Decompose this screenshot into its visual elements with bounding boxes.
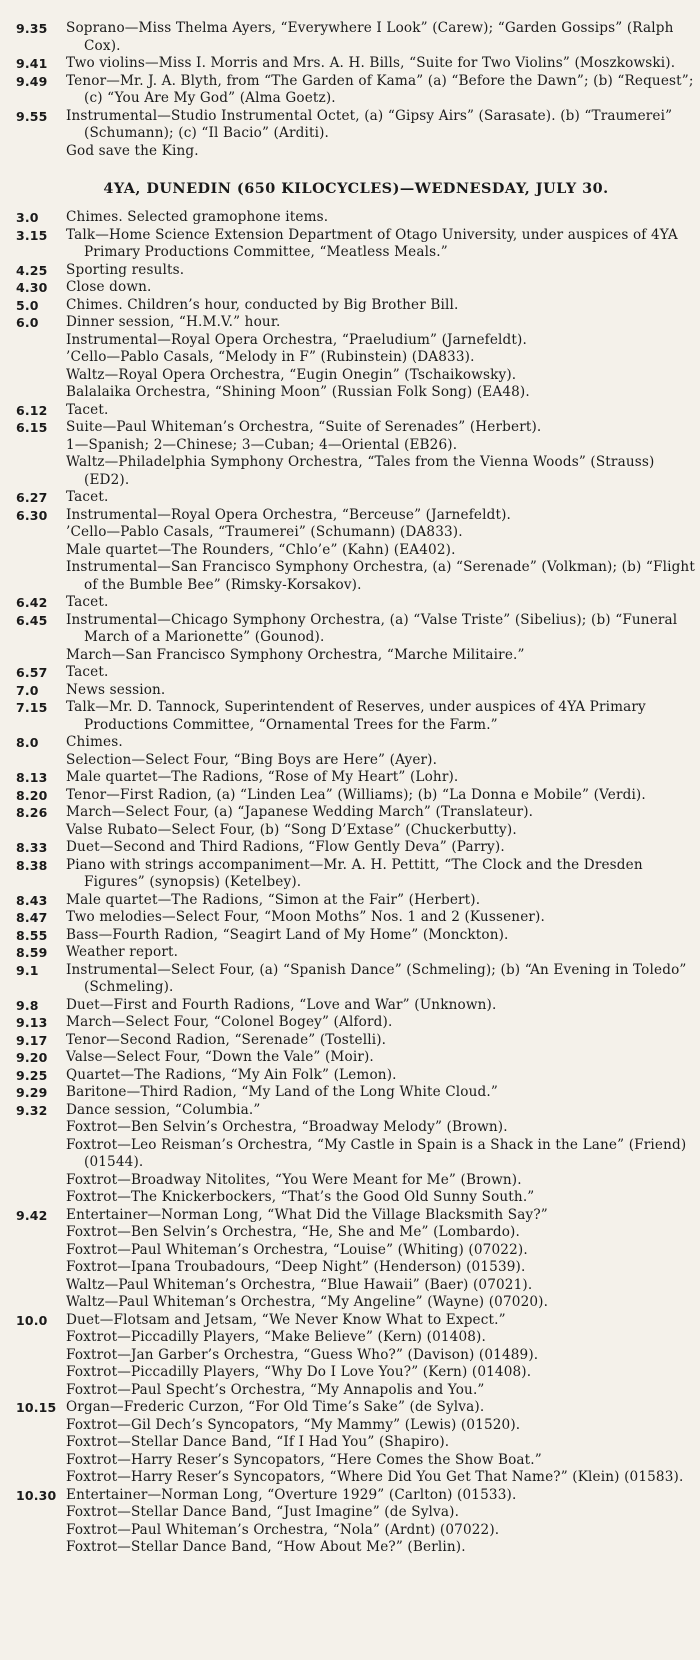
entry-line: Tacet.	[66, 401, 109, 418]
entry-line: Duet—Second and Third Radions, “Flow Gently Deva” (Parry).	[66, 839, 505, 855]
entry-time: 9.49	[16, 73, 48, 89]
entry-line: Waltz—Philadelphia Symphony Orchestra, “Tales from the Vienna Woods” (Strauss) (ED2).	[66, 454, 655, 488]
entry-time: 9.41	[16, 56, 48, 71]
entry-body	[66, 108, 696, 161]
entry-body	[66, 944, 696, 962]
entry-body	[66, 699, 696, 734]
entry-body	[66, 227, 696, 262]
entry-line: Tacet.	[66, 489, 109, 505]
program-entry	[16, 73, 696, 108]
entry-body	[66, 209, 696, 227]
entry-time: 4.25	[16, 262, 48, 278]
entry-time: 6.30	[16, 507, 48, 523]
entry-line: Chimes.	[66, 734, 123, 750]
program-entry	[16, 962, 696, 997]
entry-time: 4.30	[16, 280, 48, 295]
entry-time: 9.8	[16, 997, 39, 1013]
entry-body	[66, 594, 696, 612]
entry-line: Foxtrot—Piccadilly Players, “Make Believe” (Kern) (01408).	[66, 1329, 486, 1345]
entry-line: Instrumental—San Francisco Symphony Orchestra, (a) “Serenade” (Volkman); (b) “Flight of the Bumble Bee” (Rimsky-Korsakov).	[66, 559, 695, 593]
program-entry	[16, 699, 696, 734]
entry-line: March—Select Four, (a) “Japanese Wedding March” (Translateur).	[66, 804, 534, 820]
entry-time: 7.15	[16, 700, 48, 715]
program-entry	[16, 1207, 696, 1312]
program-entry	[16, 1014, 696, 1032]
entry-time: 9.35	[16, 21, 48, 36]
entry-line: Foxtrot—Leo Reisman’s Orchestra, “My Castle in Spain is a Shack in the Lane” (Friend) (01544).	[66, 1136, 687, 1170]
entry-time: 3.0	[16, 210, 39, 225]
entry-line: Foxtrot—Ben Selvin’s Orchestra, “Broadway Melody” (Brown).	[66, 1119, 508, 1135]
entry-time: 6.15	[16, 420, 48, 435]
entry-time: 10.0	[16, 1312, 48, 1328]
program-entry	[16, 909, 696, 927]
entry-line: News session.	[66, 681, 166, 698]
program-entry	[16, 664, 696, 682]
entry-line: Soprano—Miss Thelma Ayers, “Everywhere I Look” (Carew); “Garden Gossips” (Ralph Cox).	[66, 20, 674, 54]
entry-line: Foxtrot—Ipana Troubadours, “Deep Night” (Henderson) (01539).	[66, 1259, 526, 1275]
entry-line: Foxtrot—Paul Specht’s Orchestra, “My Annapolis and You.”	[66, 1381, 485, 1398]
entry-line: Foxtrot—Broadway Nitolites, “You Were Meant for Me” (Brown).	[66, 1171, 522, 1188]
entry-body	[66, 419, 696, 489]
entry-time: 9.1	[16, 962, 39, 978]
entry-body	[66, 909, 696, 927]
entry-time: 9.42	[16, 1207, 48, 1223]
entry-line: Foxtrot—Stellar Dance Band, “Just Imagine” (de Sylva).	[66, 1504, 460, 1520]
program-entry	[16, 209, 696, 227]
entry-body	[66, 1312, 696, 1400]
program-entry	[16, 1049, 696, 1067]
entry-line: Chimes. Selected gramophone items.	[66, 209, 329, 225]
entry-line: God save the King.	[66, 142, 199, 159]
program-entry	[16, 997, 696, 1015]
entry-line: Sporting results.	[66, 261, 185, 278]
entry-line: Foxtrot—Stellar Dance Band, “If I Had You” (Shapiro).	[66, 1434, 450, 1450]
entry-time: 8.0	[16, 735, 39, 750]
entry-time: 7.0	[16, 682, 39, 698]
entry-time: 8.38	[16, 857, 48, 873]
program-entry	[16, 419, 696, 489]
entry-line: Close down.	[66, 279, 152, 295]
entry-line: Waltz—Paul Whiteman’s Orchestra, “My Angeline” (Wayne) (07020).	[66, 1294, 549, 1310]
previous-station-program	[16, 20, 696, 160]
program-entry	[16, 20, 696, 55]
station-heading: 4YA, DUNEDIN (650 KILOCYCLES)—WEDNESDAY, JULY 30.	[103, 180, 609, 197]
entry-body	[66, 55, 696, 73]
entry-body	[66, 892, 696, 910]
program-entry	[16, 1032, 696, 1050]
entry-line: March—San Francisco Symphony Orchestra, “Marche Militaire.”	[66, 646, 525, 663]
entry-line: Quartet—The Radions, “My Ain Folk” (Lemon).	[66, 1066, 397, 1083]
entry-line: Talk—Home Science Extension Department of Otago University, under auspices of 4YA Primary Productions Committee, “Meatless Meals.”	[66, 226, 678, 260]
entry-line: ’Cello—Pablo Casals, “Melody in F” (Rubinstein) (DA833).	[66, 349, 475, 365]
program-entry	[16, 594, 696, 612]
program-entry	[16, 857, 696, 892]
entry-time: 6.0	[16, 315, 39, 330]
entry-line: Duet—First and Fourth Radions, “Love and War” (Unknown).	[66, 996, 497, 1013]
entry-time: 6.57	[16, 665, 48, 680]
entry-time: 8.20	[16, 787, 48, 803]
entry-line: Suite—Paul Whiteman’s Orchestra, “Suite of Serenades” (Herbert).	[66, 419, 542, 435]
entry-line: Foxtrot—Harry Reser’s Syncopators, “Here Comes the Show Boat.”	[66, 1451, 542, 1468]
entry-time: 8.26	[16, 805, 48, 820]
program-entry	[16, 612, 696, 665]
entry-line: Instrumental—Select Four, (a) “Spanish Dance” (Schmeling); (b) “An Evening in Toledo” (Schmeling).	[66, 961, 687, 995]
entry-time: 6.12	[16, 402, 48, 418]
entry-body	[66, 682, 696, 700]
entry-line: Instrumental—Chicago Symphony Orchestra, (a) “Valse Triste” (Sibelius); (b) “Funeral March of a Marionette” (Gounod).	[66, 611, 678, 645]
entry-line: Waltz—Royal Opera Orchestra, “Eugin Onegin” (Tschaikowsky).	[66, 366, 517, 383]
entry-time: 9.20	[16, 1050, 48, 1065]
program-entry	[16, 769, 696, 787]
entry-line: Valse—Select Four, “Down the Vale” (Moir).	[66, 1049, 374, 1065]
entry-body	[66, 1032, 696, 1050]
program-entry	[16, 1067, 696, 1085]
entry-body	[66, 1067, 696, 1085]
entry-line: Foxtrot—The Knickerbockers, “That’s the Good Old Sunny South.”	[66, 1189, 535, 1205]
program-entry	[16, 1487, 696, 1557]
entry-line: 1—Spanish; 2—Chinese; 3—Cuban; 4—Oriental (EB26).	[66, 436, 458, 453]
program-entry	[16, 314, 696, 402]
program-entry	[16, 279, 696, 297]
entry-line: Balalaika Orchestra, “Shining Moon” (Russian Folk Song) (EA48).	[66, 384, 530, 400]
entry-body	[66, 279, 696, 297]
entry-body	[66, 997, 696, 1015]
entry-body	[66, 1487, 696, 1557]
program-list	[16, 209, 696, 1557]
entry-time: 9.13	[16, 1015, 48, 1030]
entry-line: Chimes. Children’s hour, conducted by Big Brother Bill.	[66, 296, 459, 313]
entry-body	[66, 489, 696, 507]
entry-time: 8.13	[16, 770, 48, 785]
entry-line: Tenor—Second Radion, “Serenade” (Tostelli).	[66, 1031, 387, 1048]
entry-line: Male quartet—The Radions, “Rose of My Heart” (Lohr).	[66, 769, 459, 785]
entry-time: 6.45	[16, 612, 48, 628]
entry-time: 8.59	[16, 945, 48, 960]
entry-time: 9.55	[16, 108, 48, 124]
program-entry	[16, 1312, 696, 1400]
entry-line: Foxtrot—Paul Whiteman’s Orchestra, “Nola” (Ardnt) (07022).	[66, 1521, 500, 1538]
entry-time: 8.33	[16, 840, 48, 855]
program-entry	[16, 892, 696, 910]
entry-body	[66, 804, 696, 839]
entry-time: 9.25	[16, 1067, 48, 1083]
program-entry	[16, 108, 696, 161]
entry-body	[66, 1102, 696, 1207]
entry-body	[66, 1049, 696, 1067]
entry-line: Baritone—Third Radion, “My Land of the Long White Cloud.”	[66, 1084, 498, 1100]
entry-line: Foxtrot—Harry Reser’s Syncopators, “Where Did You Get That Name?” (Klein) (01583).	[66, 1469, 684, 1485]
program-entry	[16, 507, 696, 595]
entry-line: Weather report.	[66, 944, 179, 960]
entry-line: Foxtrot—Stellar Dance Band, “How About Me?” (Berlin).	[66, 1539, 466, 1555]
entry-body	[66, 787, 696, 805]
entry-body	[66, 962, 696, 997]
entry-line: Foxtrot—Ben Selvin’s Orchestra, “He, She and Me” (Lombardo).	[66, 1224, 520, 1240]
entry-line: Bass—Fourth Radion, “Seagirt Land of My Home” (Monckton).	[66, 926, 509, 943]
entry-line: Entertainer—Norman Long, “Overture 1929” (Carlton) (01533).	[66, 1486, 517, 1503]
entry-body	[66, 1014, 696, 1032]
entry-body	[66, 927, 696, 945]
entry-body	[66, 612, 696, 665]
entry-body	[66, 1084, 696, 1102]
entry-time: 3.15	[16, 227, 48, 243]
entry-body	[66, 402, 696, 420]
entry-time: 8.43	[16, 892, 48, 908]
entry-line: Piano with strings accompaniment—Mr. A. H. Pettitt, “The Clock and the Dresden Figures” (synopsis) (Ketelbey).	[66, 856, 643, 890]
entry-time: 9.29	[16, 1085, 48, 1100]
entry-line: Instrumental—Studio Instrumental Octet, (a) “Gipsy Airs” (Sarasate). (b) “Traumerei” (Schumann); (c) “Il Bacio” (Arditi).	[66, 107, 673, 141]
entry-line: Dance session, “Columbia.”	[66, 1101, 261, 1118]
entry-line: Tenor—Mr. J. A. Blyth, from “The Garden of Kama” (a) “Before the Dawn”; (b) “Request”; (c) “You Are My God” (Alma Goetz).	[66, 72, 694, 106]
entry-body	[66, 507, 696, 595]
entry-time: 5.0	[16, 297, 39, 313]
entry-line: Instrumental—Royal Opera Orchestra, “Praeludium” (Jarnefeldt).	[66, 331, 527, 348]
program-entry	[16, 297, 696, 315]
entry-body	[66, 839, 696, 857]
entry-line: Two melodies—Select Four, “Moon Moths” Nos. 1 and 2 (Kussener).	[66, 909, 545, 925]
program-entry	[16, 489, 696, 507]
entry-body	[66, 262, 696, 280]
entry-line: Organ—Frederic Curzon, “For Old Time’s Sake” (de Sylva).	[66, 1399, 485, 1415]
program-entry	[16, 734, 696, 769]
entry-line: March—Select Four, “Colonel Bogey” (Alford).	[66, 1014, 393, 1030]
entry-body	[66, 664, 696, 682]
entry-line: Talk—Mr. D. Tannock, Superintendent of Reserves, under auspices of 4YA Primary Productions Committee, “Ornamental Trees for the Farm.”	[66, 699, 646, 733]
entry-body	[66, 20, 696, 55]
entry-line: Tacet.	[66, 664, 109, 680]
entry-body	[66, 73, 696, 108]
entry-body	[66, 1399, 696, 1487]
entry-line: ’Cello—Pablo Casals, “Traumerei” (Schumann) (DA833).	[66, 524, 463, 540]
program-entry	[16, 1399, 696, 1487]
program-entry	[16, 944, 696, 962]
program-entry	[16, 787, 696, 805]
entry-line: Tacet.	[66, 594, 109, 610]
entry-time: 9.17	[16, 1032, 48, 1048]
entry-body	[66, 734, 696, 769]
entry-line: Foxtrot—Piccadilly Players, “Why Do I Love You?” (Kern) (01408).	[66, 1364, 532, 1380]
entry-time: 8.55	[16, 927, 48, 943]
entry-time: 10.30	[16, 1487, 57, 1503]
entry-line: Male quartet—The Rounders, “Chlo’e” (Kahn) (EA402).	[66, 541, 456, 558]
entry-body	[66, 857, 696, 892]
entry-body	[66, 314, 696, 402]
entry-line: Duet—Flotsam and Jetsam, “We Never Know What to Expect.”	[66, 1311, 506, 1328]
entry-time: 8.47	[16, 910, 48, 925]
program-entry	[16, 55, 696, 73]
program-entry	[16, 682, 696, 700]
entry-line: Foxtrot—Paul Whiteman’s Orchestra, “Louise” (Whiting) (07022).	[66, 1241, 528, 1258]
program-entry	[16, 839, 696, 857]
entry-time: 10.15	[16, 1400, 57, 1415]
program-entry	[16, 804, 696, 839]
entry-time: 6.27	[16, 490, 48, 505]
entry-time: 9.32	[16, 1102, 48, 1118]
entry-body	[66, 297, 696, 315]
entry-line: Foxtrot—Gil Dech’s Syncopators, “My Mammy” (Lewis) (01520).	[66, 1416, 521, 1433]
program-entry	[16, 1084, 696, 1102]
entry-line: Tenor—First Radion, (a) “Linden Lea” (Williams); (b) “La Donna e Mobile” (Verdi).	[66, 786, 646, 803]
entry-line: Waltz—Paul Whiteman’s Orchestra, “Blue Hawaii” (Baer) (07021).	[66, 1276, 533, 1293]
entry-body	[66, 1207, 696, 1312]
entry-time: 6.42	[16, 595, 48, 610]
program-entry	[16, 927, 696, 945]
program-entry	[16, 402, 696, 420]
entry-line: Selection—Select Four, “Bing Boys are Here” (Ayer).	[66, 751, 438, 768]
entry-line: Instrumental—Royal Opera Orchestra, “Berceuse” (Jarnefeldt).	[66, 506, 511, 523]
entry-line: Dinner session, “H.M.V.” hour.	[66, 314, 281, 330]
entry-line: Two violins—Miss I. Morris and Mrs. A. H. Bills, “Suite for Two Violins” (Moszkowski).	[66, 55, 676, 71]
entry-line: Foxtrot—Jan Garber’s Orchestra, “Guess Who?” (Davison) (01489).	[66, 1346, 539, 1363]
entry-line: Entertainer—Norman Long, “What Did the Village Blacksmith Say?”	[66, 1206, 548, 1223]
program-entry	[16, 1102, 696, 1207]
entry-line: Valse Rubato—Select Four, (b) “Song D’Extase” (Chuckerbutty).	[66, 821, 517, 838]
program-entry	[16, 262, 696, 280]
program-entry	[16, 227, 696, 262]
entry-line: Male quartet—The Radions, “Simon at the Fair” (Herbert).	[66, 891, 481, 908]
entry-body	[66, 769, 696, 787]
